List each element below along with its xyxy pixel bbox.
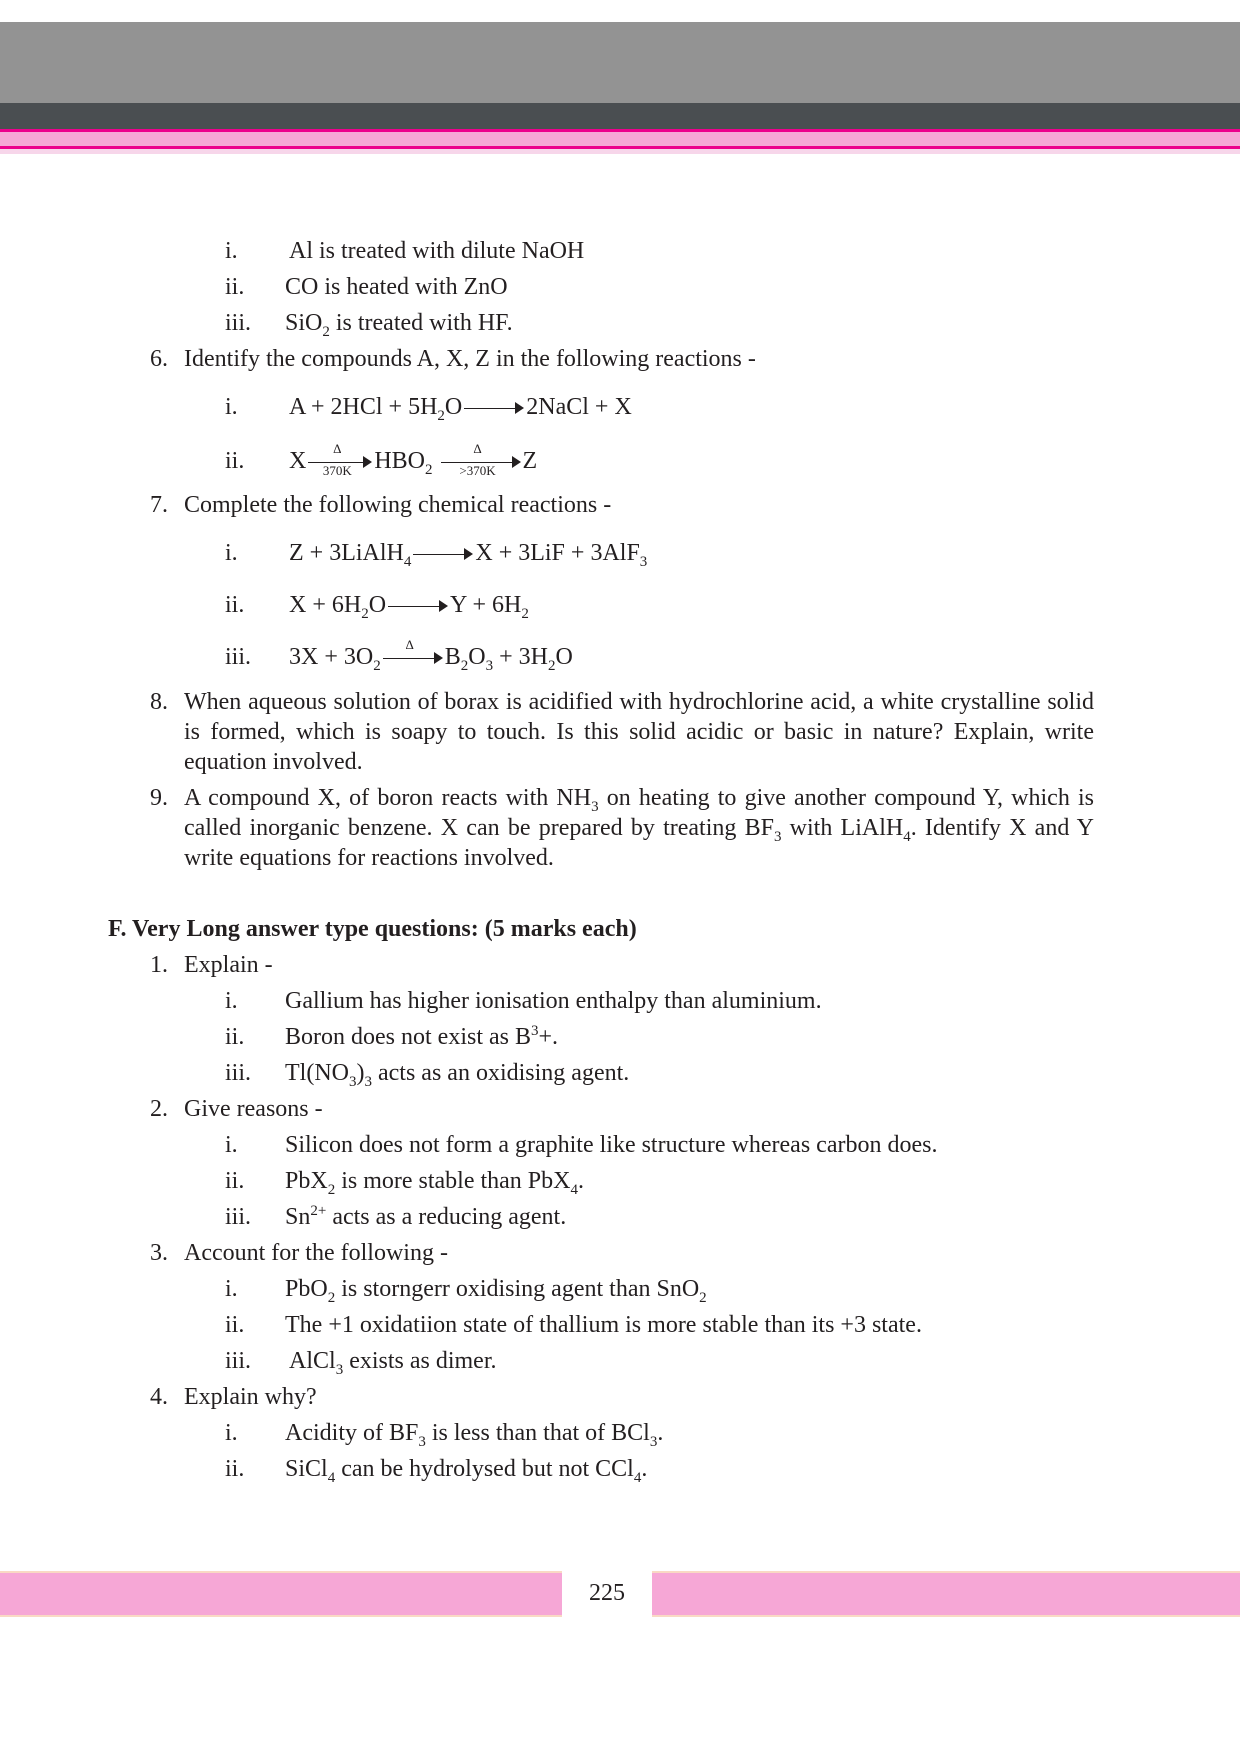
- q8-number: 8.: [150, 689, 168, 715]
- q6-eq2: X Δ 370K $HBO_2$ Δ >370K Z: [289, 441, 538, 479]
- q7-eq1: Z + 3LiAlH$_4$ X + 3LiF + 3AlF$_3$: [289, 540, 648, 570]
- q9-number: 9.: [150, 785, 168, 811]
- f3-text: Account for the following -: [184, 1240, 448, 1266]
- f1-i-text: Gallium has higher ionisation enthalpy than aluminium.: [285, 988, 822, 1014]
- header-band-light: [0, 149, 1240, 154]
- f2-ii-roman: ii.: [225, 1168, 245, 1194]
- f4-i-roman: i.: [225, 1420, 238, 1446]
- f4-number: 4.: [150, 1384, 168, 1410]
- f3-i-text: PbO$_2$ is storngerr oxidising agent than SnO$_2$: [285, 1276, 707, 1306]
- section-f-heading: F. Very Long answer type questions: (5 marks each): [108, 916, 637, 942]
- q6-text: Identify the compounds A, X, Z in the following reactions -: [184, 346, 756, 372]
- header-band-pink: [0, 129, 1240, 149]
- f1-iii-text: $Tl(NO_3)_3$ acts as an oxidising agent.: [285, 1060, 630, 1090]
- q5-ii-roman: ii.: [225, 274, 245, 300]
- f3-iii-text: AlCl$_3$ exists as dimer.: [289, 1348, 497, 1378]
- f4-ii-roman: ii.: [225, 1456, 245, 1482]
- f3-ii-roman: ii.: [225, 1312, 245, 1338]
- f3-number: 3.: [150, 1240, 168, 1266]
- heat-arrow-gt370k: Δ >370K: [441, 452, 521, 472]
- f4-text: Explain why?: [184, 1384, 317, 1410]
- reaction-arrow: [413, 544, 473, 564]
- q5-iii-roman: iii.: [225, 310, 252, 336]
- f2-iii-roman: iii.: [225, 1204, 252, 1230]
- q7-eq1-roman: i.: [225, 540, 238, 566]
- f2-i-text: Silicon does not form a graphite like structure whereas carbon does.: [285, 1132, 938, 1158]
- f1-number: 1.: [150, 952, 168, 978]
- q7-text: Complete the following chemical reactions -: [184, 492, 612, 518]
- q6-eq2-roman: ii.: [225, 448, 245, 474]
- f1-iii-roman: iii.: [225, 1060, 252, 1086]
- q7-eq3-roman: iii.: [225, 644, 252, 670]
- q6-number: 6.: [150, 346, 168, 372]
- q5-ii-text: CO is heated with ZnO: [285, 274, 508, 300]
- q7-eq2-roman: ii.: [225, 592, 245, 618]
- q5-i-roman: i.: [225, 238, 238, 264]
- reaction-arrow: [464, 398, 524, 418]
- f2-number: 2.: [150, 1096, 168, 1122]
- q7-number: 7.: [150, 492, 168, 518]
- page-number: 225: [589, 1580, 625, 1606]
- q7-eq3: $3X + 3O_2$ Δ $B_2O_3 + 3H_2O$: [289, 637, 573, 674]
- f1-ii-text: Boron does not exist as $B^3+$.: [285, 1023, 559, 1050]
- header-band-dark: [0, 103, 1240, 129]
- footer-band-right: [652, 1571, 1240, 1617]
- f1-ii-roman: ii.: [225, 1024, 245, 1050]
- header-band-grey: [0, 22, 1240, 103]
- footer-band-left: [0, 1571, 562, 1617]
- f4-i-text: Acidity of $BF_3$ is less than that of BCl$_3$.: [285, 1420, 664, 1450]
- q8-text: When aqueous solution of borax is acidified with hydrochlorine acid, a white crystalline solid is formed, which is soapy to touch. Is this solid acidic or basic in nature? Explain, write equation involved.: [184, 689, 1094, 775]
- q6-eq1-roman: i.: [225, 394, 238, 420]
- q7-eq2: $X + 6H_2O$ $Y + 6H_2$: [289, 592, 529, 622]
- f1-i-roman: i.: [225, 988, 238, 1014]
- f3-i-roman: i.: [225, 1276, 238, 1302]
- heat-arrow: Δ: [383, 648, 443, 668]
- q5-iii-text: SiO$_2$ is treated with HF.: [285, 310, 513, 340]
- reaction-arrow: [388, 596, 448, 616]
- q6-eq1: $A + 2HCl + 5H_2O$ 2NaCl + X: [289, 394, 632, 424]
- f1-text: Explain -: [184, 952, 273, 978]
- f2-i-roman: i.: [225, 1132, 238, 1158]
- q9-text: A compound X, of boron reacts with $NH_3$ on heating to give another compound Y, which is called inorganic benzene. X can be prepared by treating $BF_3$ with LiAlH$_4$. Identify X and Y write equations for reactions involved.: [184, 785, 1095, 871]
- f2-iii-text: $Sn^{2+}$ acts as a reducing agent.: [285, 1203, 567, 1230]
- f3-ii-text: The +1 oxidatiion state of thallium is more stable than its +3 state.: [285, 1312, 922, 1338]
- f2-text: Give reasons -: [184, 1096, 323, 1122]
- f4-ii-text: SiCl$_4$ can be hydrolysed but not CCl$_4$.: [285, 1456, 648, 1486]
- heat-arrow-370k: Δ 370K: [308, 452, 372, 472]
- q5-i-text: Al is treated with dilute NaOH: [289, 238, 585, 264]
- f3-iii-roman: iii.: [225, 1348, 252, 1374]
- f2-ii-text: PbX$_2$ is more stable than PbX$_4$.: [285, 1168, 584, 1198]
